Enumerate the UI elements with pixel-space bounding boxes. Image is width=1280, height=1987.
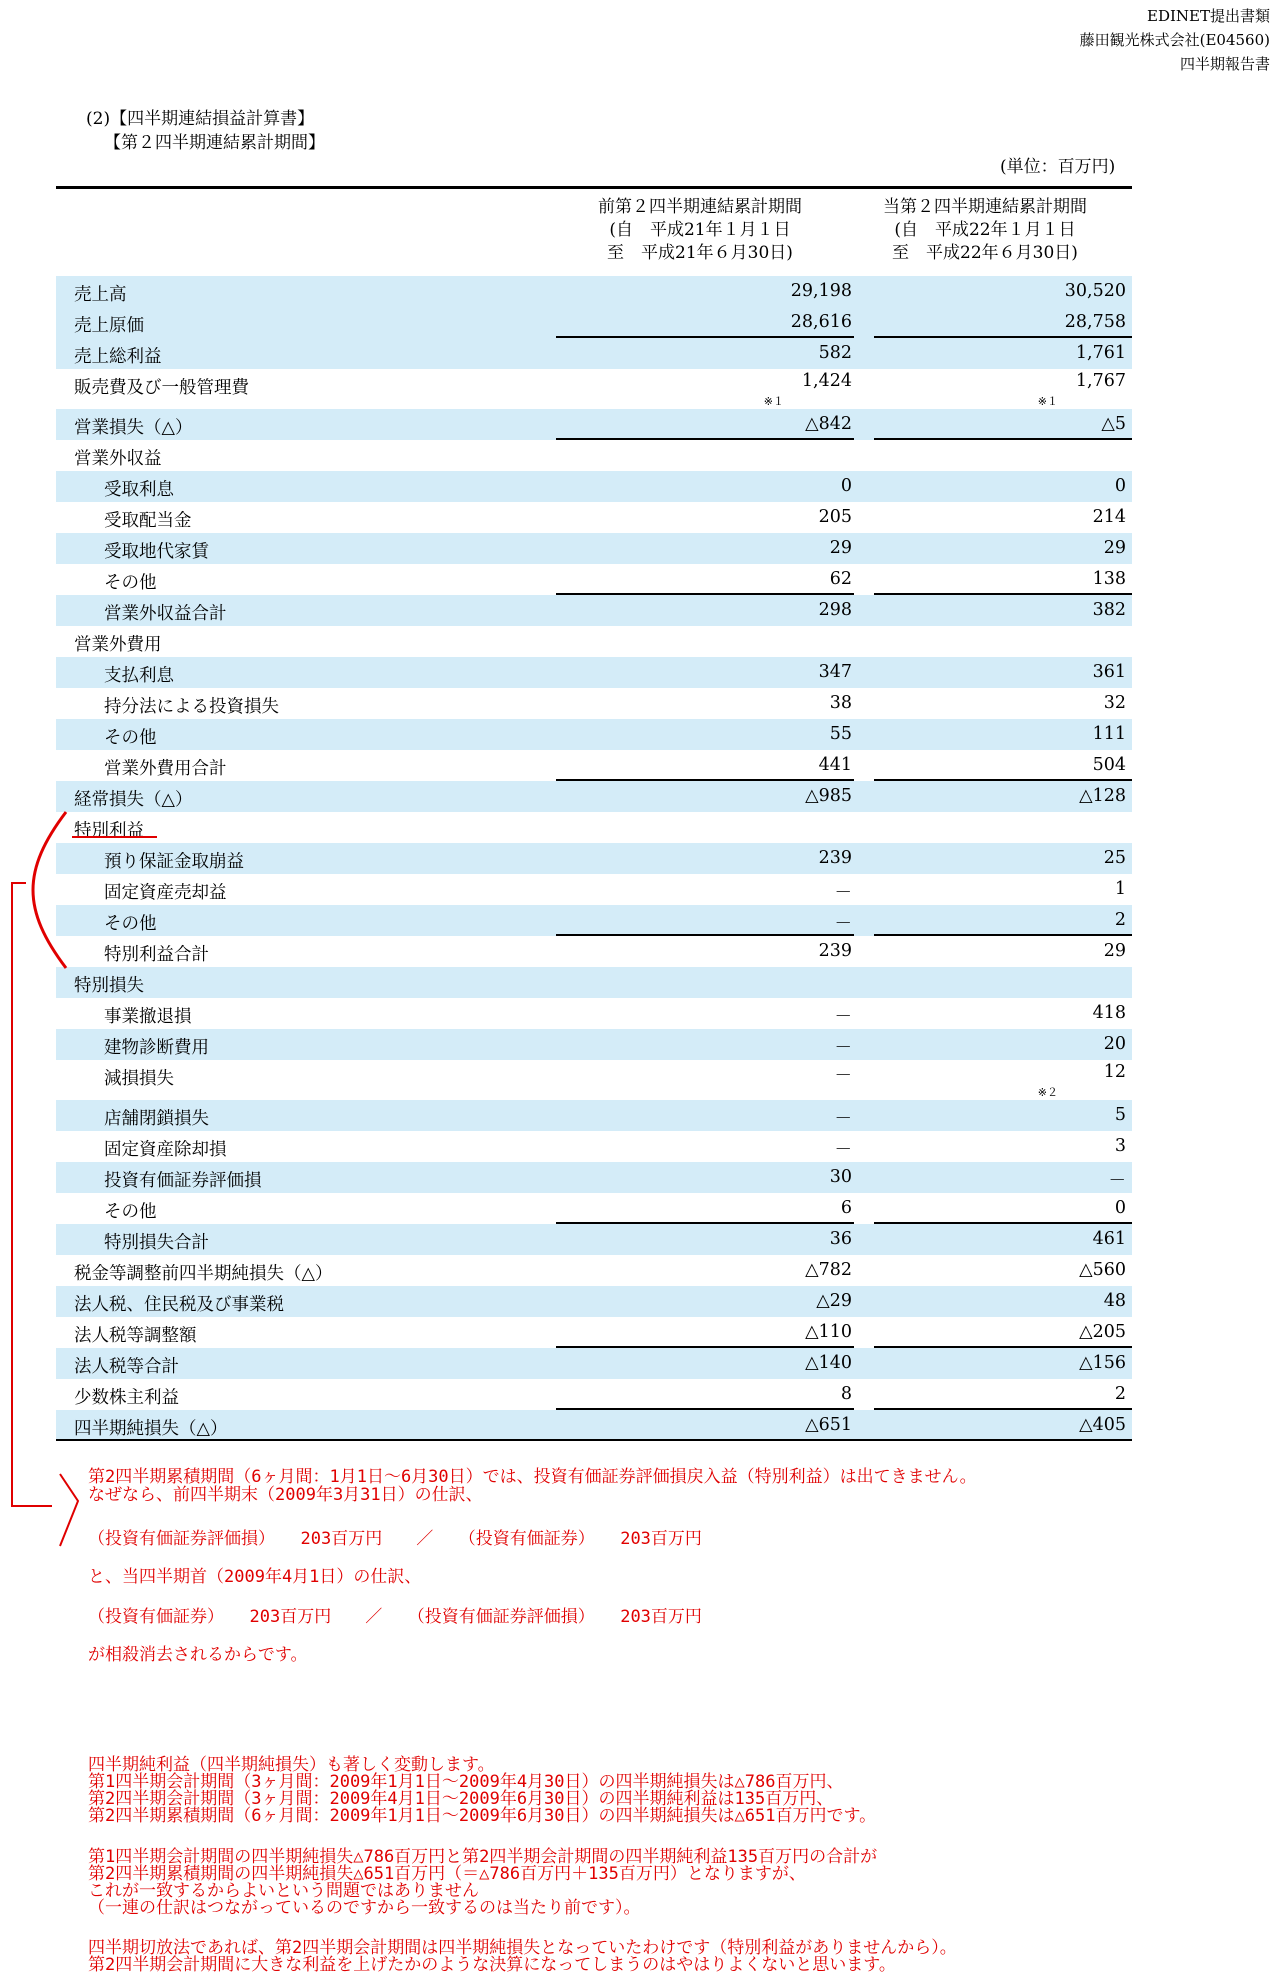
value-prior: －	[834, 914, 852, 934]
table-row	[56, 1348, 1132, 1379]
value-current: △405	[1079, 1415, 1126, 1435]
header-report-type: 四半期報告書	[1179, 55, 1270, 73]
value-prior: －	[834, 1007, 852, 1027]
table-row	[56, 626, 1132, 657]
row-label: 特別利益	[74, 821, 144, 841]
row-label: 四半期純損失（△）	[74, 1419, 228, 1439]
value-current: 12	[1103, 1062, 1126, 1082]
table-row	[56, 1224, 1132, 1255]
value-prior: －	[834, 1109, 852, 1129]
row-label: 店舗閉鎖損失	[104, 1109, 209, 1129]
table-row	[56, 307, 1132, 338]
value-current: 25	[1103, 848, 1126, 868]
value-prior: －	[834, 1038, 852, 1058]
row-label: 少数株主利益	[74, 1388, 179, 1408]
value-prior: △140	[805, 1353, 852, 1373]
row-label: 固定資産除却損	[104, 1140, 227, 1160]
value-current: 32	[1103, 693, 1126, 713]
value-current: 0	[1114, 1198, 1126, 1218]
value-prior: 582	[818, 343, 852, 363]
note-paragraph-5: 第1四半期会計期間の四半期純損失△786百万円と第2四半期会計期間の四半期純利益135百万円の合計が 第2四半期累積期間の四半期純損失△651百万円（＝△786百万円＋135百万円）となりますが、 これが一致するからよいという問題ではありません （一連の仕訳はつながっているのですから一致するのは当たり前です）。	[88, 1847, 878, 1918]
row-label: 営業外費用合計	[104, 759, 227, 779]
value-prior: 0	[840, 476, 852, 496]
income-statement-table	[56, 276, 1132, 1441]
row-label: 特別損失合計	[104, 1233, 209, 1253]
table-row	[56, 998, 1132, 1029]
value-prior: 28,616	[790, 312, 852, 332]
row-label: 受取地代家賃	[104, 542, 209, 562]
value-current: 28,758	[1064, 312, 1126, 332]
row-label: 支払利息	[104, 666, 174, 686]
row-label: その他	[104, 728, 157, 748]
row-label: その他	[104, 1202, 157, 1222]
row-label: 法人税等調整額	[74, 1326, 197, 1346]
value-prior: 6	[840, 1198, 852, 1218]
footnote-mark: ※１	[1037, 395, 1058, 408]
value-prior: －	[834, 1140, 852, 1160]
value-current: 138	[1092, 569, 1126, 589]
row-label: 法人税等合計	[74, 1357, 179, 1377]
column-header-current	[840, 196, 1130, 265]
connector-line	[12, 883, 52, 1506]
row-label: 受取配当金	[104, 511, 192, 531]
value-prior: 441	[818, 755, 852, 775]
note-paragraph-4: 四半期純利益（四半期純損失）も著しく変動します。 第1四半期会計期間（3ヶ月間：2009年1月1日～2009年4月30日）の四半期純損失は△786百万円、 第2四半期会計期間（3ヶ月間：2009年4月1日～2009年6月30日）の四半期純利益は135百万円、 第2四半期累積期間（6ヶ月間：2009年1月1日～2009年6月30日）の四半期純損失は△651百万円です。	[88, 1755, 877, 1826]
table-row	[56, 812, 1132, 843]
value-current: 30,520	[1064, 281, 1126, 301]
value-prior: 205	[818, 507, 852, 527]
value-current: 1,761	[1075, 343, 1126, 363]
table-bottom-rule	[56, 1439, 1132, 1441]
value-current: 361	[1092, 662, 1126, 682]
table-row	[56, 719, 1132, 750]
table-row	[56, 471, 1132, 502]
unit-label: (単位：百万円)	[1000, 157, 1116, 177]
column-header-from: (自 平成22年１月１日	[894, 220, 1076, 240]
row-label: 事業撤退損	[104, 1007, 192, 1027]
value-current: 418	[1092, 1003, 1126, 1023]
column-header-title: 当第２四半期連結累計期間	[883, 197, 1087, 217]
value-prior: 239	[818, 941, 852, 961]
header-company: 藤田観光株式会社(E04560)	[1079, 31, 1270, 49]
row-label: 売上総利益	[74, 347, 162, 367]
value-current: 2	[1114, 1384, 1126, 1404]
table-row	[56, 657, 1132, 688]
value-prior: △842	[805, 414, 852, 434]
header-line-1: EDINET提出書類	[1147, 7, 1270, 25]
value-current: △205	[1079, 1322, 1126, 1342]
table-row	[56, 369, 1132, 409]
row-label: 売上高	[74, 285, 127, 305]
value-prior: △29	[816, 1291, 852, 1311]
table-row	[56, 1286, 1132, 1317]
value-current: △156	[1079, 1353, 1126, 1373]
row-label: 法人税、住民税及び事業税	[74, 1295, 284, 1315]
row-label: 営業外費用	[74, 635, 162, 655]
note-entry-1: （投資有価証券評価損） 203百万円 ／ （投資有価証券） 203百万円	[88, 1529, 702, 1549]
value-current: －	[1108, 1171, 1126, 1191]
table-row	[56, 338, 1132, 369]
table-top-rule	[56, 186, 1132, 189]
value-current: 111	[1092, 724, 1126, 744]
value-prior: △782	[805, 1260, 852, 1280]
table-row	[56, 1029, 1132, 1060]
table-row	[56, 502, 1132, 533]
value-prior: 29	[829, 538, 852, 558]
column-header-from: (自 平成21年１月１日	[609, 220, 791, 240]
note-paragraph-3: が相殺消去されるからです。	[88, 1645, 308, 1665]
row-label: 税金等調整前四半期純損失（△）	[74, 1264, 333, 1284]
row-label: 営業損失（△）	[74, 418, 193, 438]
value-prior: 62	[829, 569, 852, 589]
table-row	[56, 1100, 1132, 1131]
value-current: 29	[1103, 941, 1126, 961]
row-label: 投資有価証券評価損	[104, 1171, 262, 1191]
table-row	[56, 1410, 1132, 1441]
value-current: 382	[1092, 600, 1126, 620]
row-label: 受取利息	[104, 480, 174, 500]
footnote-mark: ※１	[763, 395, 784, 408]
value-current: 20	[1103, 1034, 1126, 1054]
table-row	[56, 967, 1132, 998]
value-prior: △985	[805, 786, 852, 806]
value-prior: △110	[805, 1322, 852, 1342]
row-label: その他	[104, 573, 157, 593]
footnote-mark: ※２	[1037, 1086, 1058, 1099]
value-prior: 29,198	[790, 281, 852, 301]
row-label: 預り保証金取崩益	[104, 852, 244, 872]
table-row	[56, 1255, 1132, 1286]
value-current: 214	[1092, 507, 1126, 527]
value-current: △128	[1079, 786, 1126, 806]
value-current: 0	[1114, 476, 1126, 496]
value-current: 3	[1114, 1136, 1126, 1156]
value-prior: －	[834, 1066, 852, 1086]
document-header	[1080, 4, 1270, 76]
sub-title: 【第２四半期連結累計期間】	[104, 133, 325, 153]
table-row	[56, 409, 1132, 440]
value-current: 5	[1114, 1105, 1126, 1125]
row-label: 持分法による投資損失	[104, 697, 279, 717]
table-row	[56, 874, 1132, 905]
note-paragraph-2: と、当四半期首（2009年4月1日）の仕訳、	[88, 1567, 422, 1587]
value-prior: －	[834, 883, 852, 903]
table-row	[56, 1317, 1132, 1348]
table-row	[56, 1060, 1132, 1100]
value-prior: 38	[829, 693, 852, 713]
note-paragraph-1: 第2四半期累積期間（6ヶ月間：1月1日～6月30日）では、投資有価証券評価損戻入益（特別利益）は出てきません。 なぜなら、前四半期末（2009年3月31日）の仕訳、	[88, 1467, 977, 1505]
row-label: 固定資産売却益	[104, 883, 227, 903]
table-row	[56, 276, 1132, 307]
row-label: 売上原価	[74, 316, 144, 336]
value-current: 461	[1092, 1229, 1126, 1249]
table-row	[56, 1379, 1132, 1410]
value-prior: 55	[829, 724, 852, 744]
table-row	[56, 688, 1132, 719]
row-label: 営業外収益	[74, 449, 162, 469]
note-paragraph-6: 四半期切放法であれば、第2四半期会計期間は四半期純損失となっていたわけです（特別利益がありませんから）。 第2四半期会計期間に大きな利益を上げたかのような決算になってしまうのはやはりよくないと思います。	[88, 1938, 957, 1975]
value-prior: 30	[829, 1167, 852, 1187]
row-label: 経常損失（△）	[74, 790, 193, 810]
row-label: 減損損失	[104, 1069, 174, 1089]
row-label: 特別利益合計	[104, 945, 209, 965]
value-current: 48	[1103, 1291, 1126, 1311]
value-prior: 239	[818, 848, 852, 868]
value-prior: 1,424	[801, 371, 852, 391]
value-prior: 8	[840, 1384, 852, 1404]
value-current: 1,767	[1075, 371, 1126, 391]
table-row	[56, 595, 1132, 626]
value-prior: 347	[818, 662, 852, 682]
table-row	[56, 936, 1132, 967]
table-row	[56, 564, 1132, 595]
row-label: その他	[104, 914, 157, 934]
value-prior: △651	[805, 1415, 852, 1435]
column-header-to: 至 平成22年６月30日)	[892, 243, 1078, 263]
value-current: 504	[1092, 755, 1126, 775]
value-current: 1	[1114, 879, 1126, 899]
value-current: 29	[1103, 538, 1126, 558]
section-title: (2)【四半期連結損益計算書】	[86, 109, 315, 129]
table-row	[56, 440, 1132, 471]
value-prior: 36	[829, 1229, 852, 1249]
row-label: 販売費及び一般管理費	[74, 378, 249, 398]
row-label: 営業外収益合計	[104, 604, 227, 624]
value-current: 2	[1114, 910, 1126, 930]
column-header-title: 前第２四半期連結累計期間	[598, 197, 802, 217]
table-row	[56, 1193, 1132, 1224]
value-prior: 298	[818, 600, 852, 620]
arrow-head	[60, 1474, 78, 1546]
table-row	[56, 533, 1132, 564]
value-current: △5	[1101, 414, 1126, 434]
note-entry-2: （投資有価証券） 203百万円 ／ （投資有価証券評価損） 203百万円	[88, 1607, 702, 1627]
row-label: 建物診断費用	[104, 1038, 209, 1058]
value-current: △560	[1079, 1260, 1126, 1280]
table-row	[56, 750, 1132, 781]
column-header-prior	[555, 196, 845, 265]
table-row	[56, 1162, 1132, 1193]
column-header-to: 至 平成21年６月30日)	[607, 243, 793, 263]
table-row	[56, 1131, 1132, 1162]
table-row	[56, 843, 1132, 874]
row-label: 特別損失	[74, 976, 144, 996]
table-row	[56, 781, 1132, 812]
table-row	[56, 905, 1132, 936]
